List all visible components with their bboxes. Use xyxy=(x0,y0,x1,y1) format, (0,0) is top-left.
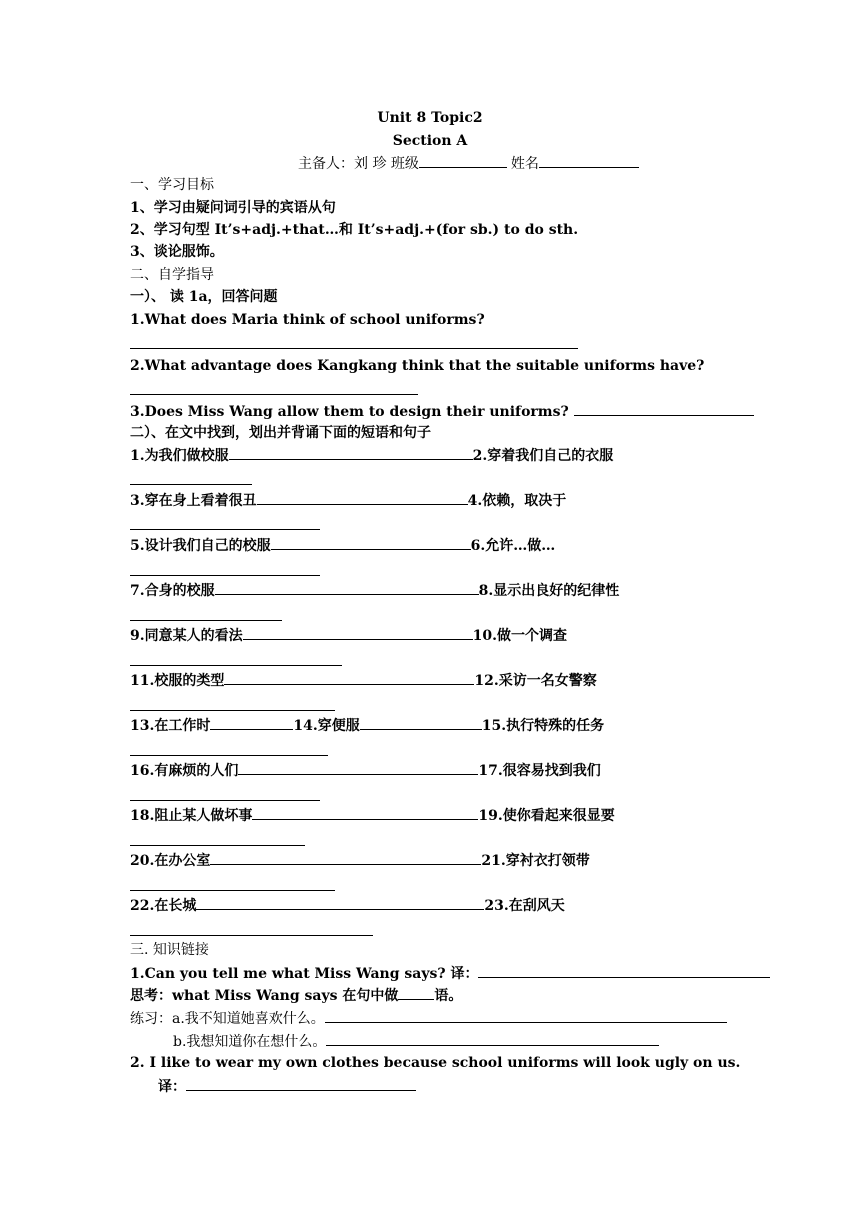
practice-a-text: 练习：a.我不知道她喜欢什么。 xyxy=(130,1011,325,1027)
phrase-item: 15.执行特殊的任务 xyxy=(481,718,605,734)
phrase-item: 1.为我们做校服 xyxy=(130,448,229,464)
phrase-blank[interactable] xyxy=(238,761,478,775)
q2-translate-label: 译： xyxy=(158,1079,186,1095)
part2-sub1: 一）、 读 1a，回答问题 xyxy=(130,289,278,305)
name-label: 姓名 xyxy=(510,156,539,172)
question-3 xyxy=(130,402,754,421)
phrase-blank[interactable] xyxy=(257,491,468,505)
phrase-row xyxy=(130,851,590,870)
phrase-item: 7.合身的校服 xyxy=(130,583,215,599)
section-title: Section A xyxy=(392,133,468,149)
phrase-row xyxy=(130,671,597,690)
phrase-item: 14.穿便服 xyxy=(293,718,360,734)
part3-heading: 三. 知识链接 xyxy=(130,942,209,958)
phrase-answer-line[interactable] xyxy=(130,755,328,756)
phrase-blank[interactable] xyxy=(360,716,482,730)
q2-translation-blank[interactable] xyxy=(186,1077,416,1091)
part2-sub2: 二）、在文中找到，划出并背诵下面的短语和句子 xyxy=(130,425,431,441)
phrase-row xyxy=(130,581,619,600)
phrase-item: 20.在办公室 xyxy=(130,853,211,869)
goal-2: 2、学习句型 It’s+adj.+that…和 It’s+adj.+(for sb.) to do sth. xyxy=(130,222,579,238)
think-blank[interactable] xyxy=(398,986,434,1000)
part3-q1 xyxy=(130,964,770,983)
think-line xyxy=(130,986,462,1005)
phrase-blank[interactable] xyxy=(271,536,471,550)
answer-line-1[interactable] xyxy=(130,348,578,349)
phrase-answer-line[interactable] xyxy=(130,890,335,891)
question-1: 1.What does Maria think of school uniforms? xyxy=(130,312,485,328)
phrase-item: 2.穿着我们自己的衣服 xyxy=(472,448,614,464)
practice-b-text: b.我想知道你在想什么。 xyxy=(173,1034,327,1050)
phrase-answer-line[interactable] xyxy=(130,620,282,621)
think-text: 思考：what Miss Wang says 在句中做 xyxy=(130,988,399,1004)
phrase-answer-line[interactable] xyxy=(130,529,320,530)
phrase-item: 13.在工作时 xyxy=(130,718,211,734)
phrase-blank[interactable] xyxy=(210,716,293,730)
goal-1: 1、学习由疑问词引导的宾语从句 xyxy=(130,200,336,216)
name-blank[interactable] xyxy=(539,154,639,168)
practice-a-blank[interactable] xyxy=(325,1009,727,1023)
phrase-blank[interactable] xyxy=(210,851,481,865)
phrase-row xyxy=(130,491,566,510)
phrase-item: 6.允许…做… xyxy=(470,538,556,554)
phrase-item: 22.在长城 xyxy=(130,898,197,914)
phrase-item: 23.在刮风天 xyxy=(484,898,565,914)
practice-a-line xyxy=(130,1009,727,1028)
think-suffix: 语。 xyxy=(434,988,463,1004)
phrase-answer-line[interactable] xyxy=(130,484,252,485)
phrase-item: 12.采访一名女警察 xyxy=(474,673,597,689)
phrase-item: 11.校服的类型 xyxy=(130,673,225,689)
phrase-item: 19.使你看起来很显要 xyxy=(478,808,615,824)
phrase-blank[interactable] xyxy=(196,896,484,910)
part3-q2: 2. I like to wear my own clothes because school uniforms will look ugly on us. xyxy=(130,1055,741,1071)
phrase-item: 10.做一个调查 xyxy=(472,628,567,644)
q1-text: 1.Can you tell me what Miss Wang says? 译： xyxy=(130,966,479,982)
phrase-blank[interactable] xyxy=(224,671,474,685)
phrase-blank[interactable] xyxy=(229,446,473,460)
phrase-row xyxy=(130,761,601,780)
phrase-blank[interactable] xyxy=(215,581,479,595)
phrase-answer-line[interactable] xyxy=(130,800,320,801)
phrase-row xyxy=(130,716,604,735)
phrase-item: 17.很容易找到我们 xyxy=(478,763,601,779)
phrase-blank[interactable] xyxy=(252,806,478,820)
preparer-line xyxy=(298,154,639,173)
practice-b-line xyxy=(173,1032,659,1051)
phrase-item: 3.穿在身上看着很丑 xyxy=(130,493,257,509)
phrase-row xyxy=(130,446,613,465)
unit-title: Unit 8 Topic2 xyxy=(377,110,483,126)
preparer-label: 主备人：刘 珍 班级 xyxy=(298,156,419,172)
phrase-answer-line[interactable] xyxy=(130,935,373,936)
phrase-row xyxy=(130,536,555,555)
phrase-row xyxy=(130,626,567,645)
part2-heading: 二、自学指导 xyxy=(130,267,214,283)
answer-line-2[interactable] xyxy=(130,394,418,395)
phrase-blank[interactable] xyxy=(243,626,473,640)
question-3-text: 3.Does Miss Wang allow them to design their uniforms? xyxy=(130,404,569,420)
phrase-answer-line[interactable] xyxy=(130,665,342,666)
answer-blank-3[interactable] xyxy=(574,402,754,416)
phrase-answer-line[interactable] xyxy=(130,575,320,576)
phrase-row xyxy=(130,896,565,915)
phrase-answer-line[interactable] xyxy=(130,710,335,711)
phrase-answer-line[interactable] xyxy=(130,845,305,846)
practice-b-blank[interactable] xyxy=(326,1032,659,1046)
phrase-item: 18.阻止某人做坏事 xyxy=(130,808,253,824)
phrase-item: 16.有麻烦的人们 xyxy=(130,763,239,779)
phrase-row xyxy=(130,806,615,825)
phrase-item: 5.设计我们自己的校服 xyxy=(130,538,271,554)
goal-3: 3、谈论服饰。 xyxy=(130,244,224,260)
part1-heading: 一、学习目标 xyxy=(130,177,214,193)
q1-translation-blank[interactable] xyxy=(478,964,770,978)
phrase-item: 21.穿衬衣打领带 xyxy=(481,853,590,869)
question-2: 2.What advantage does Kangkang think that the suitable uniforms have? xyxy=(130,358,705,374)
phrase-item: 9.同意某人的看法 xyxy=(130,628,243,644)
phrase-item: 8.显示出良好的纪律性 xyxy=(478,583,620,599)
class-blank[interactable] xyxy=(419,154,507,168)
q2-translate-line xyxy=(158,1077,416,1096)
phrase-item: 4.依赖，取决于 xyxy=(467,493,567,509)
